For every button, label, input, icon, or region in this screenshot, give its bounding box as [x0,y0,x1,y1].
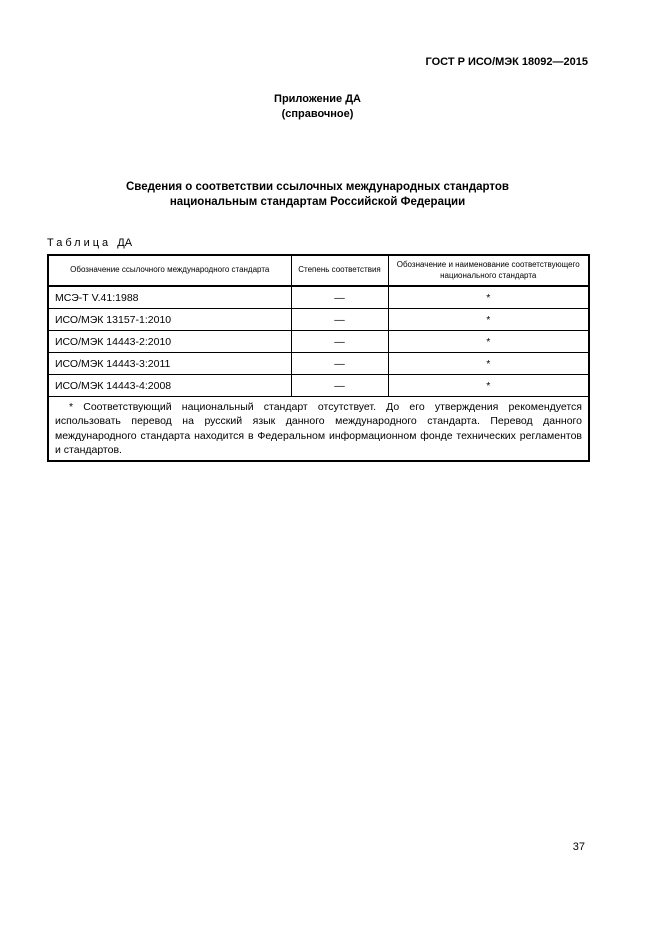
table-label [47,237,588,249]
cell-degree: — [291,286,388,309]
table-footnote [48,397,589,461]
cell-standard: ИСО/МЭК 13157-1:2010 [48,309,291,331]
section-title-line1: Сведения о соответствии ссылочных международных стандартов [125,180,509,193]
cell-degree: — [291,331,388,353]
section-title [47,180,588,211]
cell-degree: — [291,309,388,331]
table-row [48,331,589,353]
annex-heading [47,92,588,122]
cell-standard: ИСО/МЭК 14443-4:2008 [48,375,291,397]
page-number: 37 [572,841,585,853]
annex-subtitle: (справочное) [281,107,354,120]
cell-national: * [388,375,589,397]
cell-national: * [388,331,589,353]
table-row [48,309,589,331]
table-header-row [48,255,589,287]
cell-national: * [388,309,589,331]
annex-title: Приложение ДА [274,93,361,105]
table-footnote-row [48,397,589,461]
cell-standard: ИСО/МЭК 14443-2:2010 [48,331,291,353]
table-label-word: Таблица [47,236,112,249]
document-header: ГОСТ Р ИСО/МЭК 18092—2015 [425,56,588,68]
table-row [48,375,589,397]
cell-standard: ИСО/МЭК 14443-3:2011 [48,353,291,375]
table-row [48,286,589,309]
cell-degree: — [291,375,388,397]
header-standard: Обозначение ссылочного международного стандарта [48,255,291,287]
table-label-id: ДА [117,236,133,249]
cell-national: * [388,353,589,375]
cell-standard: МСЭ-Т V.41:1988 [48,286,291,309]
cell-national: * [388,286,589,309]
header-national: Обозначение и наименование соответствующего национального стандарта [388,255,589,287]
correspondence-table [47,254,590,462]
page-content [47,0,588,462]
section-title-line2: национальным стандартам Российской Федерации [169,196,466,209]
footnote-text: * Соответствующий национальный стандарт отсутствует. До его утверждения рекомендуется использовать перевод на русский язык данного международного стандарта. Перевод данного международного стандарта находится в Федеральном информационном фонде технических регламентов и стандартов. [55,401,582,456]
cell-degree: — [291,353,388,375]
table-row [48,353,589,375]
header-degree: Степень соответствия [291,255,388,287]
